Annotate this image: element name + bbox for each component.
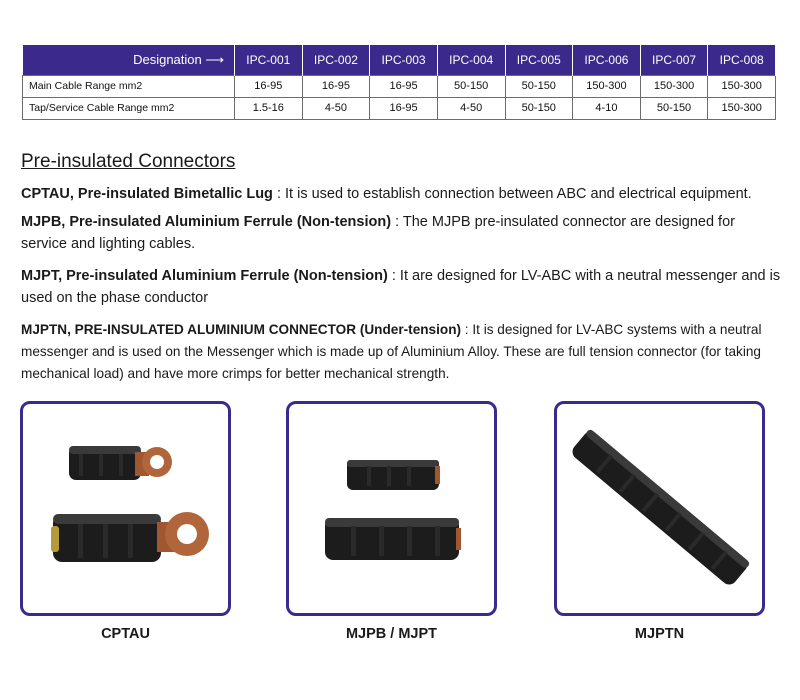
small-ferrule bbox=[347, 460, 440, 490]
column-header: IPC-003 bbox=[370, 45, 438, 75]
product-description bbox=[21, 319, 783, 385]
column-header: IPC-008 bbox=[708, 45, 776, 75]
aluminium-ferrule-image bbox=[289, 404, 494, 613]
product-description bbox=[21, 265, 783, 309]
column-header: IPC-005 bbox=[505, 45, 573, 75]
table-header-row bbox=[23, 45, 776, 75]
table-cell: 50-150 bbox=[505, 97, 573, 119]
row-label: Tap/Service Cable Range mm2 bbox=[23, 97, 235, 119]
product-term: MJPB, Pre-insulated Aluminium Ferrule (Non-tension) bbox=[21, 214, 392, 230]
product-panel-mjptn bbox=[554, 401, 765, 616]
arrow-right-icon: ⟶ bbox=[205, 51, 224, 67]
product-text: : It is designed for LV-ABC systems with a neutral messenger and is used on the Messenger which is made up of Aluminium Alloy. These are full tension connector (for taking mechanical load) and have more crimps for better mechanical strength. bbox=[21, 322, 762, 381]
designation-label: Designation bbox=[133, 51, 202, 67]
specification-table bbox=[22, 45, 776, 120]
table-cell: 4-10 bbox=[573, 97, 641, 119]
table-cell: 50-150 bbox=[437, 75, 505, 97]
product-term: MJPT, Pre-insulated Aluminium Ferrule (Non-tension) bbox=[21, 268, 388, 284]
bimetallic-lug-image bbox=[23, 404, 228, 613]
product-caption: CPTAU bbox=[101, 626, 150, 642]
table-cell: 50-150 bbox=[505, 75, 573, 97]
table-cell: 150-300 bbox=[708, 75, 776, 97]
table-cell: 150-300 bbox=[708, 97, 776, 119]
large-ferrule bbox=[325, 518, 461, 560]
column-header: IPC-006 bbox=[573, 45, 641, 75]
section-title: Pre-insulated Connectors bbox=[21, 151, 236, 172]
table-row bbox=[23, 97, 776, 119]
table-cell: 16-95 bbox=[370, 97, 438, 119]
column-header: IPC-007 bbox=[640, 45, 708, 75]
table-cell: 4-50 bbox=[437, 97, 505, 119]
table-cell: 4-50 bbox=[302, 97, 370, 119]
product-panel-mjpb-mjpt bbox=[286, 401, 497, 616]
product-caption: MJPB / MJPT bbox=[345, 626, 438, 642]
product-term: MJPTN, PRE-INSULATED ALUMINIUM CONNECTOR (Under-tension) bbox=[21, 322, 462, 337]
product-text: : It is used to establish connection between ABC and electrical equipment. bbox=[272, 186, 752, 202]
small-lug bbox=[69, 446, 172, 480]
tension-connector bbox=[569, 428, 750, 587]
table-cell: 50-150 bbox=[640, 97, 708, 119]
column-header: IPC-002 bbox=[302, 45, 370, 75]
table-cell: 16-95 bbox=[235, 75, 303, 97]
product-text: : The MJPB pre-insulated connector are designed for service and lighting cables. bbox=[21, 214, 735, 252]
column-header: IPC-001 bbox=[235, 45, 303, 75]
large-lug bbox=[51, 512, 209, 562]
product-description bbox=[21, 183, 783, 205]
product-panel-cptau bbox=[20, 401, 231, 616]
product-description bbox=[21, 211, 783, 255]
product-caption: MJPTN bbox=[634, 626, 685, 642]
table-cell: 16-95 bbox=[370, 75, 438, 97]
table-cell: 16-95 bbox=[302, 75, 370, 97]
row-label: Main Cable Range mm2 bbox=[23, 75, 235, 97]
column-header: IPC-004 bbox=[437, 45, 505, 75]
tension-connector-image bbox=[557, 404, 762, 613]
product-term: CPTAU, Pre-insulated Bimetallic Lug bbox=[21, 186, 273, 202]
designation-header bbox=[23, 45, 235, 75]
table-cell: 1.5-16 bbox=[235, 97, 303, 119]
table-row bbox=[23, 75, 776, 97]
table-cell: 150-300 bbox=[640, 75, 708, 97]
table-cell: 150-300 bbox=[573, 75, 641, 97]
product-text: : It are designed for LV-ABC with a neutral messenger and is used on the phase conductor bbox=[21, 268, 781, 306]
